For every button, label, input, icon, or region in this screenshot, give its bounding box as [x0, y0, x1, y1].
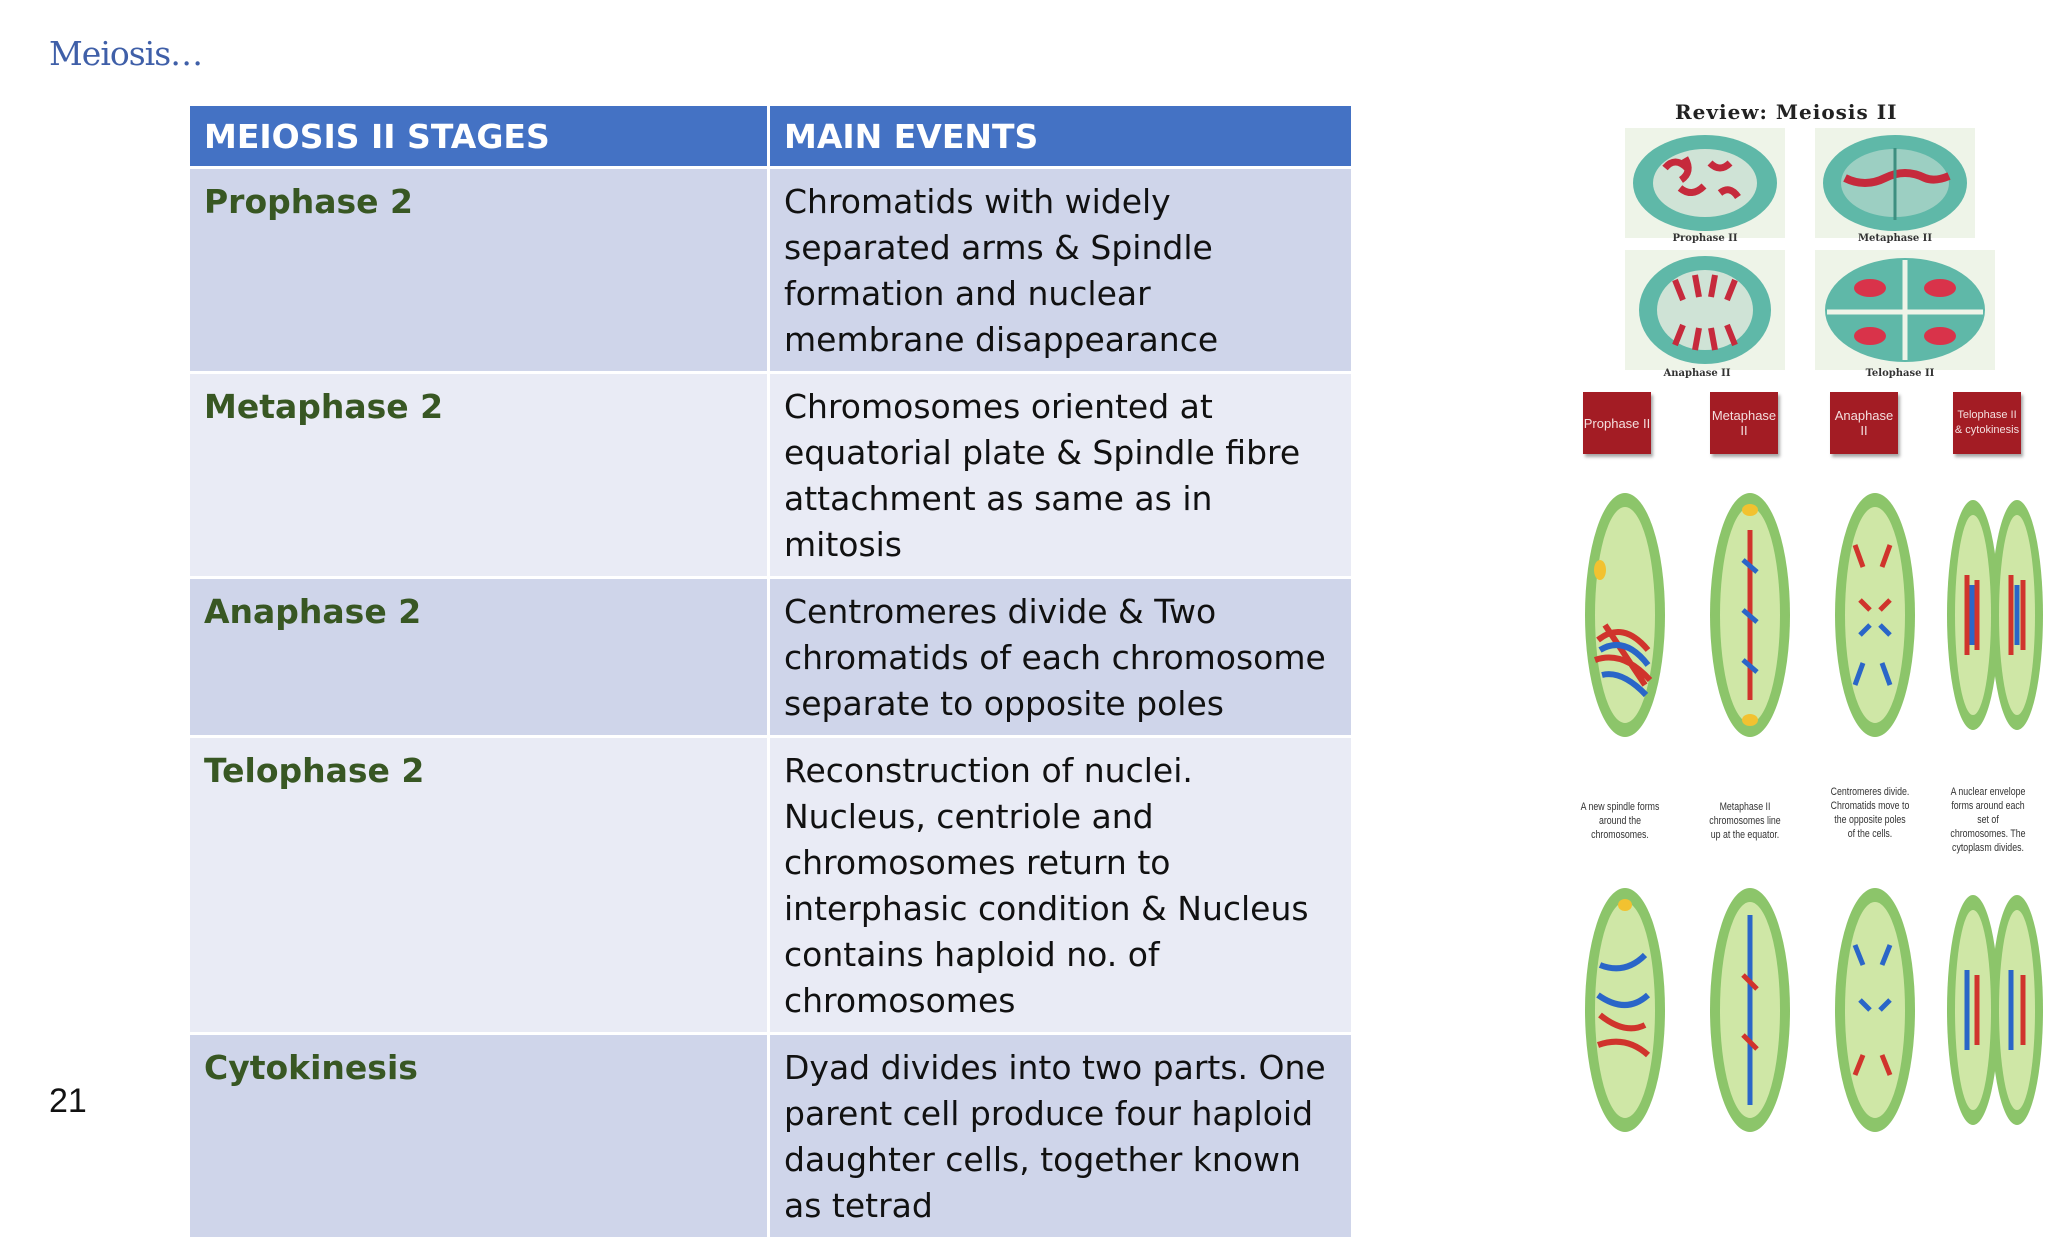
tag-prophase-ii: Prophase II	[1583, 392, 1651, 454]
events-cell: Chromatids with widely separated arms & Spindle formation and nuclear membrane disappearance	[769, 168, 1353, 373]
table-row	[189, 578, 1353, 737]
table-row	[189, 373, 1353, 578]
stage-cell: Cytokinesis	[189, 1034, 769, 1239]
events-cell: Chromosomes oriented at equatorial plate & Spindle fibre attachment as same as in mitosis	[769, 373, 1353, 578]
stage-cell: Anaphase 2	[189, 578, 769, 737]
telophase-ii-micrograph	[1815, 250, 1995, 370]
metaphase-ii-diagram	[1705, 490, 1795, 740]
events-cell: Centromeres divide & Two chromatids of each chromosome separate to opposite poles	[769, 578, 1353, 737]
anaphase-ii-micrograph	[1625, 250, 1785, 370]
stage-cell: Telophase 2	[189, 737, 769, 1034]
description-telophase: A nuclear envelope forms around each set of chromosomes. The cytoplasm divides.	[1950, 786, 2026, 854]
telophase-ii-diagram-2	[1945, 890, 2045, 1130]
micro-caption-metaphase: Metaphase II	[1857, 233, 1933, 244]
metaphase-ii-micrograph	[1815, 128, 1975, 238]
figure-title: Review: Meiosis II	[1675, 100, 1898, 124]
stage-cell: Metaphase 2	[189, 373, 769, 578]
table-row	[189, 737, 1353, 1034]
events-cell: Dyad divides into two parts. One parent cell produce four haploid daughter cells, together known as tetrad	[769, 1034, 1353, 1239]
prophase-ii-micrograph	[1625, 128, 1785, 238]
prophase-ii-diagram	[1580, 490, 1670, 740]
anaphase-ii-diagram-2	[1830, 885, 1920, 1135]
micro-caption-telophase: Telophase II	[1865, 368, 1935, 379]
anaphase-ii-diagram	[1830, 490, 1920, 740]
table-row	[189, 1034, 1353, 1239]
column-header-events: MAIN EVENTS	[769, 105, 1353, 168]
description-anaphase: Centromeres divide. Chromatids move to the opposite poles of the cells.	[1830, 786, 1910, 840]
tag-anaphase-ii: Anaphase II	[1830, 392, 1898, 454]
telophase-ii-diagram	[1945, 495, 2045, 735]
metaphase-ii-diagram-2	[1705, 885, 1795, 1135]
micro-caption-prophase: Prophase II	[1672, 233, 1738, 244]
micro-caption-anaphase: Anaphase II	[1663, 368, 1731, 379]
table-row	[189, 168, 1353, 373]
description-prophase: A new spindle forms around the chromosomes.	[1580, 801, 1660, 841]
meiosis-stages-table	[187, 103, 1354, 1240]
prophase-ii-diagram-2	[1580, 885, 1670, 1135]
page-number: 21	[49, 1082, 87, 1120]
stage-cell: Prophase 2	[189, 168, 769, 373]
meiosis-ii-illustration	[1565, 100, 2048, 1152]
slide-title: Meiosis…	[49, 34, 203, 73]
table-header-row	[189, 105, 1353, 168]
column-header-stages: MEIOSIS II STAGES	[189, 105, 769, 168]
tag-metaphase-ii: Metaphase II	[1710, 392, 1778, 454]
events-cell: Reconstruction of nuclei. Nucleus, centriole and chromosomes return to interphasic condition & Nucleus contains haploid no. of chromosomes	[769, 737, 1353, 1034]
tag-telophase-ii-cytokinesis: Telophase II & cytokinesis	[1953, 392, 2021, 454]
description-metaphase: Metaphase II chromosomes line up at the equator.	[1709, 801, 1781, 841]
